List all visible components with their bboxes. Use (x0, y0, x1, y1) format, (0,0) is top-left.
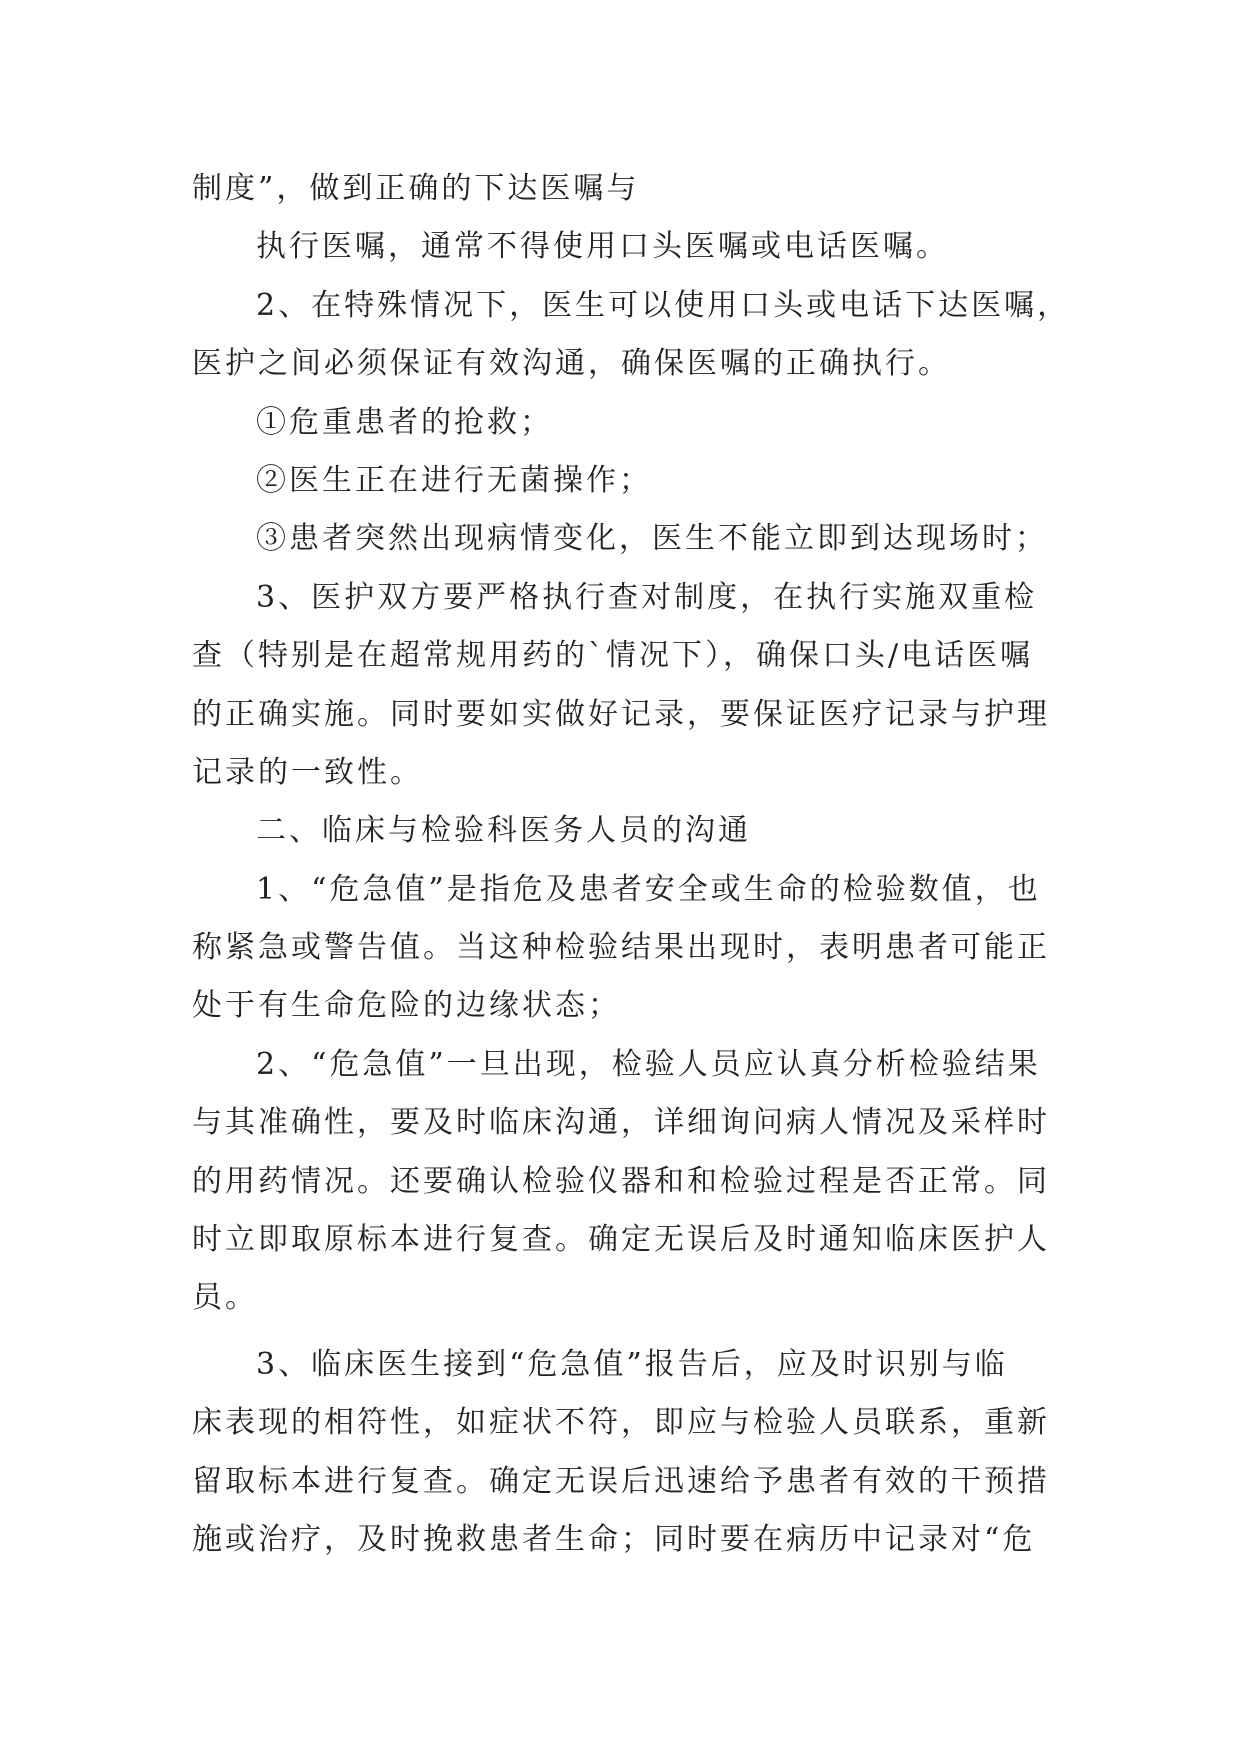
text-line: 与其准确性，要及时临床沟通，详细询问病人情况及采样时 (192, 1105, 1050, 1141)
text-line: 的用药情况。还要确认检验仪器和和检验过程是否正常。同 (192, 1163, 1050, 1199)
text-line: 时立即取原标本进行复查。确定无误后及时通知临床医护人 (192, 1222, 1050, 1258)
paragraph-gap (192, 1328, 1052, 1336)
text-line: 员。 (192, 1280, 258, 1316)
text-line: 床表现的相符性，如症状不符，即应与检验人员联系，重新 (192, 1405, 1050, 1441)
text-line: 1、“危急值”是指危及患者安全或生命的检验数值，也 (256, 871, 1041, 907)
text-line: 执行医嘱，通常不得使用口头医嘱或电话医嘱。 (256, 229, 949, 265)
text-line: 制度”，做到正确的下达医嘱与 (192, 171, 640, 206)
document-body (192, 160, 1071, 1569)
text-line: 的正确实施。同时要如实做好记录，要保证医疗记录与护理 (192, 696, 1050, 732)
text-line: 3、临床医生接到“危急值”报告后，应及时识别与临 (256, 1346, 1008, 1382)
text-line: 施或治疗，及时挽救患者生命；同时要在病历中记录对“危 (192, 1521, 1036, 1557)
text-line: 留取标本进行复查。确定无误后迅速给予患者有效的干预措 (192, 1463, 1050, 1499)
text-line: ③患者突然出现病情变化，医生不能立即到达现场时； (256, 521, 1048, 557)
text-line: 记录的一致性。 (192, 754, 423, 790)
text-line: 查（特别是在超常规用药的`情况下），确保口头/电话医嘱 (192, 638, 1034, 674)
text-line: ①危重患者的抢救； (256, 404, 553, 440)
section-heading: 二、临床与检验科医务人员的沟通 (256, 813, 751, 849)
text-line: 处于有生命危险的边缘状态； (192, 988, 621, 1024)
text-line: 2、“危急值”一旦出现，检验人员应认真分析检验结果 (256, 1046, 1041, 1082)
text-line: 医护之间必须保证有效沟通，确保医嘱的正确执行。 (192, 346, 951, 382)
text-line: 3、医护双方要严格执行查对制度，在执行实施双重检 (256, 579, 1038, 615)
text-line: 2、在特殊情况下，医生可以使用口头或电话下达医嘱， (256, 287, 1071, 323)
text-line: ②医生正在进行无菌操作； (256, 462, 652, 498)
text-line: 称紧急或警告值。当这种检验结果出现时，表明患者可能正 (192, 930, 1050, 966)
